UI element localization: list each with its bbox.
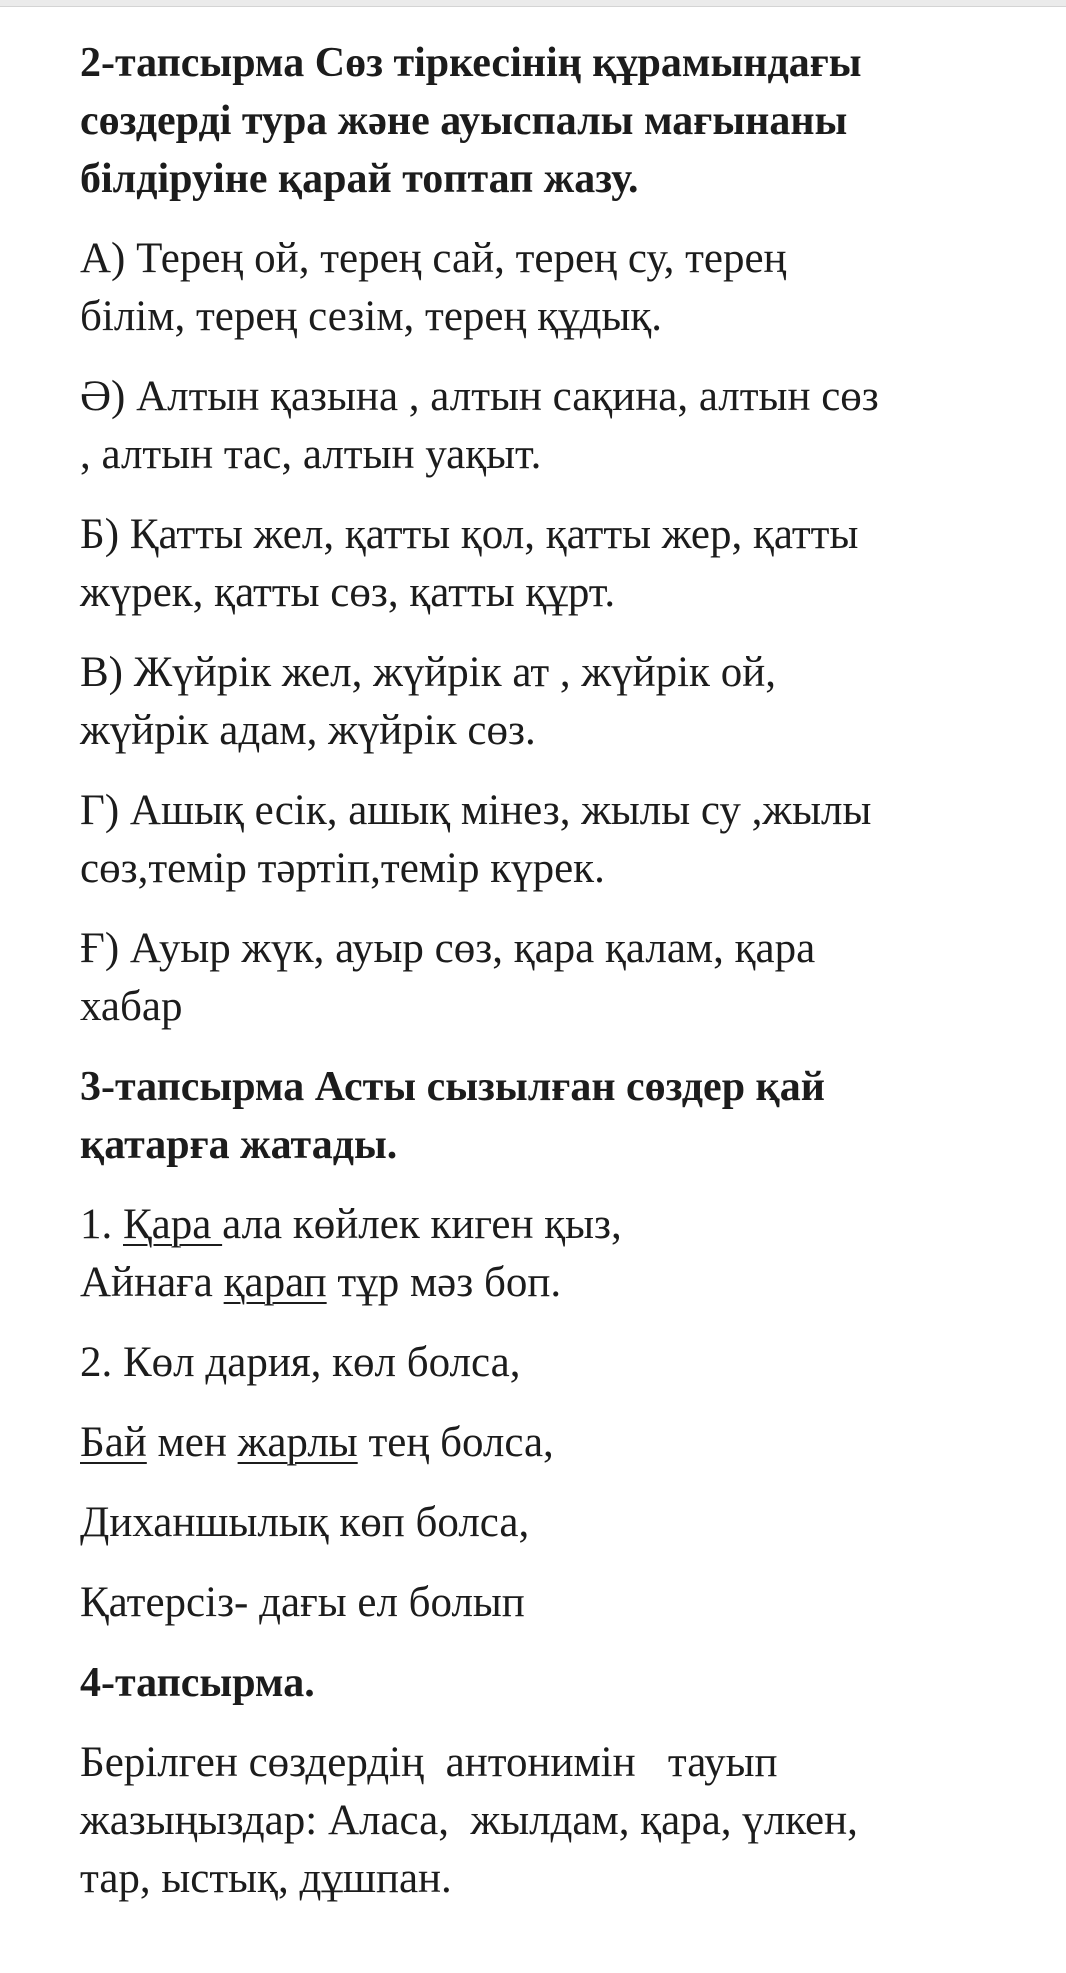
task4-text [80, 1734, 1020, 1908]
verse-text: тұр мәз боп. [326, 1259, 562, 1306]
task4-line: тар, ыстық, дұшпан. [80, 1855, 452, 1902]
task2-heading-line: сөздерді тура және ауыспалы мағынаны [80, 98, 848, 144]
item-line: хабар [80, 983, 183, 1030]
item-line: Ғ) Ауыр жүк, ауыр сөз, қара қалам, қара [80, 925, 816, 972]
task2-item-b [80, 506, 1020, 622]
document-page [80, 34, 1020, 1930]
verse-text: ала көйлек киген қыз, [222, 1201, 622, 1248]
task2-item-ae [80, 368, 1020, 484]
item-line: А) Терең ой, терең сай, терең су, терең [80, 235, 787, 282]
task2-item-v [80, 644, 1020, 760]
underlined-word: Бай [80, 1419, 147, 1466]
task2-heading [80, 34, 1020, 208]
task2-item-g [80, 782, 1020, 898]
item-line: Б) Қатты жел, қатты қол, қатты жер, қатты [80, 511, 859, 558]
underlined-word: жарлы [237, 1419, 358, 1466]
verse-text: Айнаға [80, 1259, 224, 1306]
item-line: В) Жүйрік жел, жүйрік ат , жүйрік ой, [80, 649, 776, 696]
item-line: білім, терең сезім, терең құдық. [80, 293, 663, 340]
task4-heading: 4-тапсырма. [80, 1660, 315, 1706]
task2-heading-line: 2-тапсырма Сөз тіркесінің құрамындағы [80, 40, 862, 86]
task3-verse2-line4: Қатерсіз- дағы ел болып [80, 1579, 525, 1626]
verse1-line2 [80, 1254, 1020, 1312]
verse1-line1 [80, 1196, 1020, 1254]
task3-verse2-line3: Диханшылық көп болса, [80, 1499, 530, 1546]
task3-verse2-line1: 2. Көл дария, көл болса, [80, 1339, 521, 1386]
item-line: Г) Ашық есік, ашық мінез, жылы су ,жылы [80, 787, 872, 834]
task3-verse1 [80, 1196, 1020, 1312]
task3-verse2-line2 [80, 1414, 1020, 1472]
underlined-word: Қара [123, 1201, 223, 1248]
underlined-word: қарап [223, 1259, 327, 1306]
task4-line: Берілген сөздердің антонимін тауып [80, 1739, 778, 1786]
verse-text: мен [146, 1419, 238, 1466]
verse-number: 1. [80, 1201, 123, 1248]
task3-heading [80, 1058, 1020, 1174]
item-line: жүйрік адам, жүйрік сөз. [80, 707, 536, 754]
item-line: , алтын тас, алтын уақыт. [80, 431, 542, 478]
item-line: жүрек, қатты сөз, қатты құрт. [80, 569, 616, 616]
item-line: сөз,темір тәртіп,темір күрек. [80, 845, 605, 892]
top-edge [0, 0, 1066, 7]
task4-line: жазыңыздар: Аласа, жылдам, қара, үлкен, [80, 1797, 858, 1844]
task2-heading-line: білдіруіне қарай топтап жазу. [80, 156, 639, 202]
task3-heading-line: 3-тапсырма Асты сызылған сөздер қай [80, 1064, 825, 1110]
task2-item-a [80, 230, 1020, 346]
verse-text: тең болса, [357, 1419, 554, 1466]
item-line: Ә) Алтын қазына , алтын сақина, алтын сөз [80, 373, 879, 420]
task3-heading-line: қатарға жатады. [80, 1122, 398, 1168]
task2-item-gh [80, 920, 1020, 1036]
